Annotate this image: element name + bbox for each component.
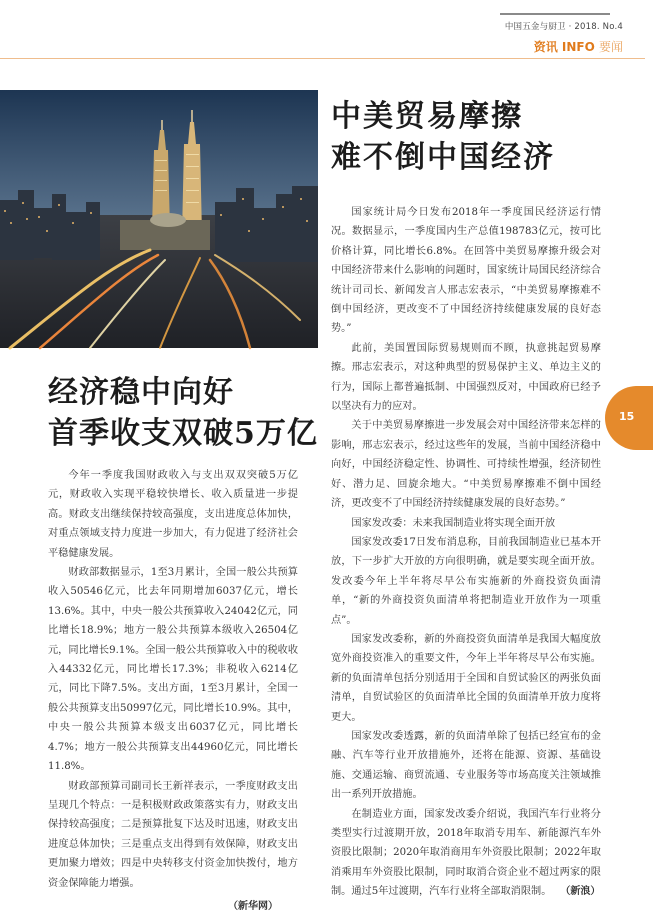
left-title-line1: 经济稳中向好	[48, 375, 234, 410]
right-paragraph: 关于中美贸易摩擦进一步发展会对中国经济带来怎样的影响，邢志宏表示，经过这些年的发展，当前中国经济稳中向好，中国经济稳定性、协调性、可持续性增强，经济韧性好、潜力足、回旋余地大。“中美贸易摩擦难不倒中国经济，更改变不了中国经济持续健康发展的良好态势。”	[331, 420, 601, 510]
right-title-line2: 难不倒中国经济	[331, 140, 555, 175]
right-paragraph: 国家发改委称，新的外商投资负面清单是我国大幅度放宽外商投资准入的重要文件，今年上半年将尽早公布实施。新的负面清单包括分别适用于全国和自贸试验区的两张负面清单，自贸试验区的负面清单比全国的负面清单开放力度将更大。	[331, 633, 601, 723]
left-paragraph: 财政部数据显示，1至3月累计，全国一般公共预算收入50546亿元，比去年同期增加6037亿元，增长13.6%。其中，中央一般公共预算收入24042亿元，同比增长18.9%；地方一般公共预算本级收入26504亿元，同比增长9.1%。全国一般公共预算收入中的税收收入44332亿元，同比增长17.3%；非税收入6214亿元，同比下降7.5%。支出方面，1至3月累计，全国一般公共预算支出50997亿元，同比增长10.9%。其中，中央一般公共预算本级支出6037亿元，同比增长4.7%；地方一般公共预算支出44960亿元，同比增长11.8%。	[48, 567, 299, 773]
city-night-photo	[0, 90, 318, 348]
right-article-source: （新浪）	[565, 886, 601, 898]
right-paragraph: 国家发改委17日发布消息称，目前我国制造业已基本开放，下一步扩大开放的方向很明确，就是要实现全面开放。发改委今年上半年将尽早公布实施新的外商投资负面清单，“新的外商投资负面清单将把制造业开放作为一项重点”。	[331, 536, 601, 626]
right-paragraph-text: 在制造业方面，国家发改委介绍说，我国汽车行业将分类型实行过渡期开放，2018年取消专用车、新能源汽车外资股比限制；2020年取消商用车外资股比限制；2022年取消乘用车外资股比限制，同时取消合资企业不超过两家的限制。通过5年过渡期，汽车行业将全部取消限制。	[331, 808, 601, 898]
left-title-line2: 首季收支双破5万亿	[48, 416, 318, 451]
left-paragraph: 今年一季度我国财政收入与支出双双突破5万亿元，财政收入实现平稳较快增长、收入质量进一步提高。财政支出继续保持较高强度，支出进度总体加快，对重点领域支持力度进一步加大，有力促进了经济社会平稳健康发展。	[48, 470, 298, 559]
right-paragraph: 国家发改委透露，新的负面清单除了包括已经宣布的金融、汽车等行业开放措施外，还将在能源、资源、基础设施、交通运输、商贸流通、专业服务等市场高度关注领域推出一系列开放措施。	[331, 730, 601, 801]
section-label-cn: 资讯	[533, 40, 558, 54]
right-article-title	[331, 96, 555, 178]
right-article-body	[331, 203, 601, 902]
left-paragraph: 财政部预算司副司长王新祥表示，一季度财政支出呈现几个特点：一是积极财政政策落实有力，财政支出保持较高强度；二是预算批复下达及时迅速，财政支出进度总体加快；三是重点支出得到有效保障，财政支出更加聚力增效；四是中央转移支付资金加快拨付，地方资金保障能力增强。	[48, 780, 298, 889]
right-subheading: 国家发改委：未来我国制造业将实现全面开放	[351, 517, 556, 529]
left-article-title	[48, 372, 318, 454]
left-article-body	[48, 466, 298, 916]
section-label-en: INFO	[561, 40, 595, 54]
page-number-tab	[605, 386, 653, 450]
magazine-info: 中国五金与厨卫 · 2018. No.4	[504, 22, 623, 32]
right-paragraph: 国家统计局今日发布2018年一季度国民经济运行情况。数据显示，一季度国内生产总值198783亿元，按可比价格计算，同比增长6.8%。在回答中美贸易摩擦升级会对中国经济带来什么影响的问题时，国家统计局国民经济综合统计司司长、新闻发言人邢志宏表示，“中美贸易摩擦难不倒中国经济，更改变不了中国经济持续健康发展的良好态势。”	[331, 207, 601, 335]
left-article-source: （新华网）	[228, 900, 278, 912]
section-header	[534, 38, 623, 55]
right-paragraph: 此前，美国置国际贸易规则而不顾，执意挑起贸易摩擦。邢志宏表示，对这种典型的贸易保护主义、单边主义的行为，国际上都普遍抵制、中国强烈反对，中国政府已经予以坚决有力的应对。	[331, 342, 601, 413]
right-title-line1: 中美贸易摩擦	[331, 99, 523, 134]
page-number: 15	[619, 410, 635, 423]
right-paragraph	[331, 805, 601, 902]
header-divider	[0, 58, 645, 59]
header-rule	[500, 13, 610, 15]
section-sublabel: 要闻	[598, 40, 623, 54]
